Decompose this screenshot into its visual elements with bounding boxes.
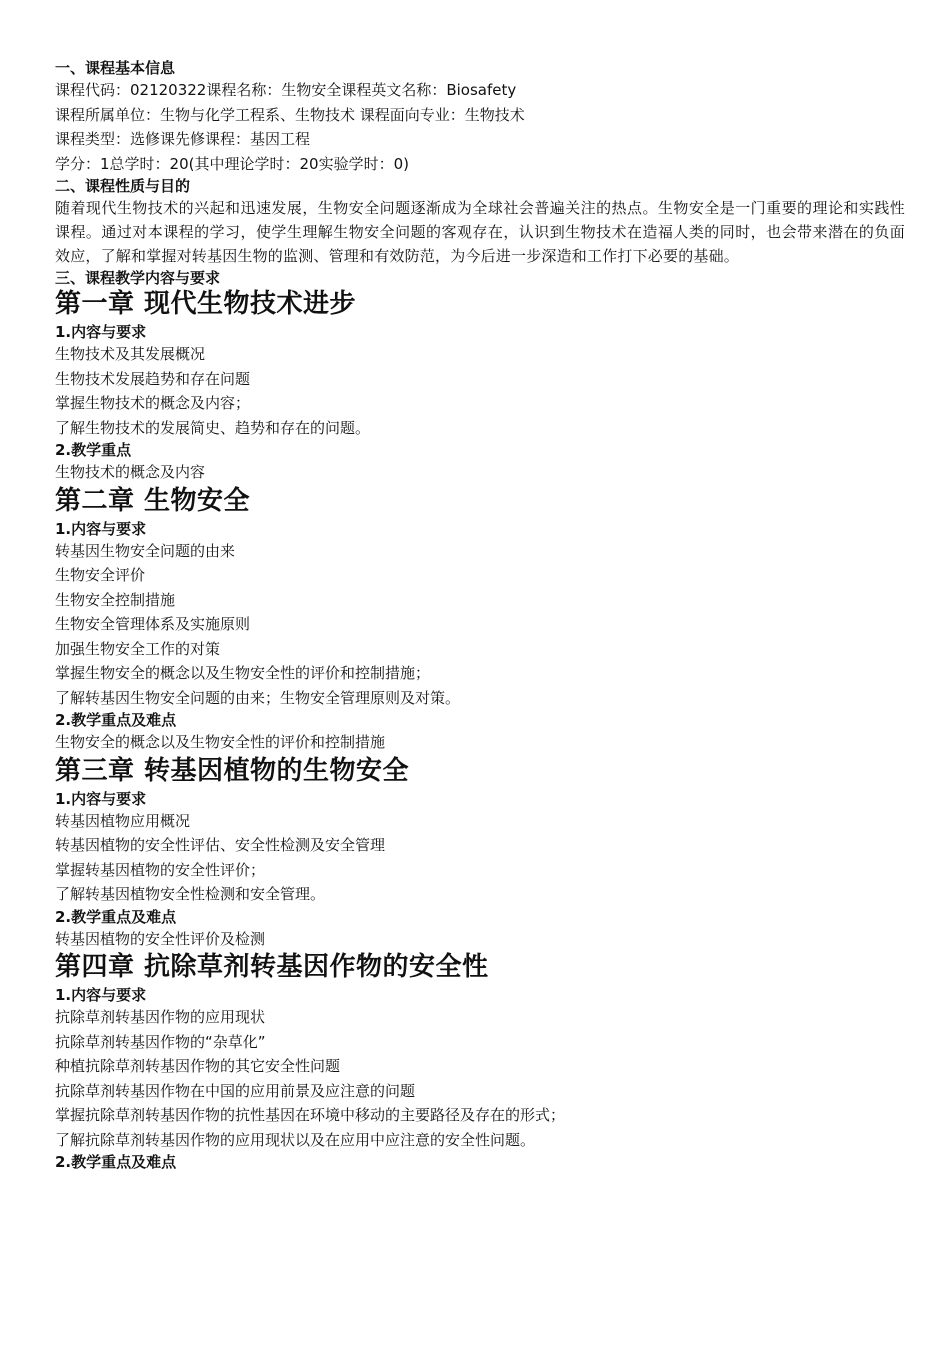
chapter-1-content-line: 了解生物技术的发展简史、趋势和存在的问题。 <box>55 418 371 437</box>
chapter-1-key-heading: 2.教学重点 <box>55 441 132 459</box>
chapter-1-content-heading: 1.内容与要求 <box>55 323 147 341</box>
chapter-1-title: 第一章 现代生物技术进步 <box>55 289 357 319</box>
chapter-3-title: 第三章 转基因植物的生物安全 <box>55 755 410 786</box>
chapter-2-content-line: 了解转基因生物安全问题的由来；生物安全管理原则及对策。 <box>55 688 461 707</box>
course-info-line: 课程代码：02120322课程名称：生物安全课程英文名称：Biosafety <box>55 81 517 99</box>
chapter-2-content-line: 转基因生物安全问题的由来 <box>55 541 236 560</box>
chapter-2-content-line: 加强生物安全工作的对策 <box>55 639 221 658</box>
chapter-4-content-line: 抗除草剂转基因作物的“杂草化” <box>55 1032 266 1051</box>
chapter-3-key-heading: 2.教学重点及难点 <box>55 907 177 926</box>
chapter-2-content-line: 掌握生物安全的概念以及生物安全性的评价和控制措施； <box>55 664 431 682</box>
course-purpose-paragraph: 随着现代生物技术的兴起和迅速发展，生物安全问题逐渐成为全球社会普遍关注的热点。生物安全是一门重要的理论和实践性课程。通过对本课程的学习，使学生理解生物安全问题的客观存在，认识到生物技术在造福人类的同时，也会带来潜在的负面效应，了解和掌握对转基因生物的监测、管理和有效防范，为今后进一步深造和工作打下必要的基础。 <box>55 199 905 265</box>
chapter-3-key-line: 转基因植物的安全性评价及检测 <box>55 929 266 948</box>
chapter-4-title: 第四章 抗除草剂转基因作物的安全性 <box>55 952 489 982</box>
chapter-1-content-line: 生物技术及其发展概况 <box>55 345 206 363</box>
chapter-3-content-line: 了解转基因植物安全性检测和安全管理。 <box>55 885 326 903</box>
chapter-1-content-line: 掌握生物技术的概念及内容； <box>55 394 251 412</box>
chapter-4-content-line: 了解抗除草剂转基因作物的应用现状以及在应用中应注意的安全性问题。 <box>55 1130 536 1149</box>
chapter-2-content-line: 生物安全评价 <box>55 566 146 584</box>
chapter-4-content-line: 抗除草剂转基因作物的应用现状 <box>55 1008 266 1026</box>
chapter-1-key-line: 生物技术的概念及内容 <box>55 463 206 481</box>
course-info-line: 课程类型：选修课先修课程：基因工程 <box>55 130 311 148</box>
chapter-3-content-line: 转基因植物应用概况 <box>55 811 191 830</box>
chapter-1-content-line: 生物技术发展趋势和存在问题 <box>55 369 251 388</box>
chapter-2-content-line: 生物安全控制措施 <box>55 590 176 609</box>
chapter-4-content-heading: 1.内容与要求 <box>55 986 147 1004</box>
chapter-2-content-heading: 1.内容与要求 <box>55 519 147 538</box>
section-2-heading: 二、课程性质与目的 <box>55 177 191 195</box>
course-info-line: 课程所属单位：生物与化学工程系、生物技术 课程面向专业：生物技术 <box>55 105 525 124</box>
section-1-heading: 一、课程基本信息 <box>55 59 176 77</box>
chapter-3-content-heading: 1.内容与要求 <box>55 789 147 808</box>
course-info-line: 学分：1总学时：20(其中理论学时：20实验学时：0) <box>55 154 409 173</box>
chapter-2-content-line: 生物安全管理体系及实施原则 <box>55 615 251 633</box>
chapter-2-title: 第二章 生物安全 <box>55 485 251 516</box>
chapter-4-key-heading: 2.教学重点及难点 <box>55 1153 177 1171</box>
document-page <box>55 58 905 1172</box>
section-3-heading: 三、课程教学内容与要求 <box>55 269 221 287</box>
chapter-4-content-line: 种植抗除草剂转基因作物的其它安全性问题 <box>55 1057 341 1075</box>
chapter-3-content-line: 掌握转基因植物的安全性评价； <box>55 860 266 879</box>
chapter-4-content-line: 掌握抗除草剂转基因作物的抗性基因在环境中移动的主要路径及存在的形式； <box>55 1106 566 1124</box>
chapter-2-key-line: 生物安全的概念以及生物安全性的评价和控制措施 <box>55 733 386 751</box>
chapter-4-content-line: 抗除草剂转基因作物在中国的应用前景及应注意的问题 <box>55 1081 416 1100</box>
chapter-3-content-line: 转基因植物的安全性评估、安全性检测及安全管理 <box>55 836 386 854</box>
chapter-2-key-heading: 2.教学重点及难点 <box>55 711 177 729</box>
